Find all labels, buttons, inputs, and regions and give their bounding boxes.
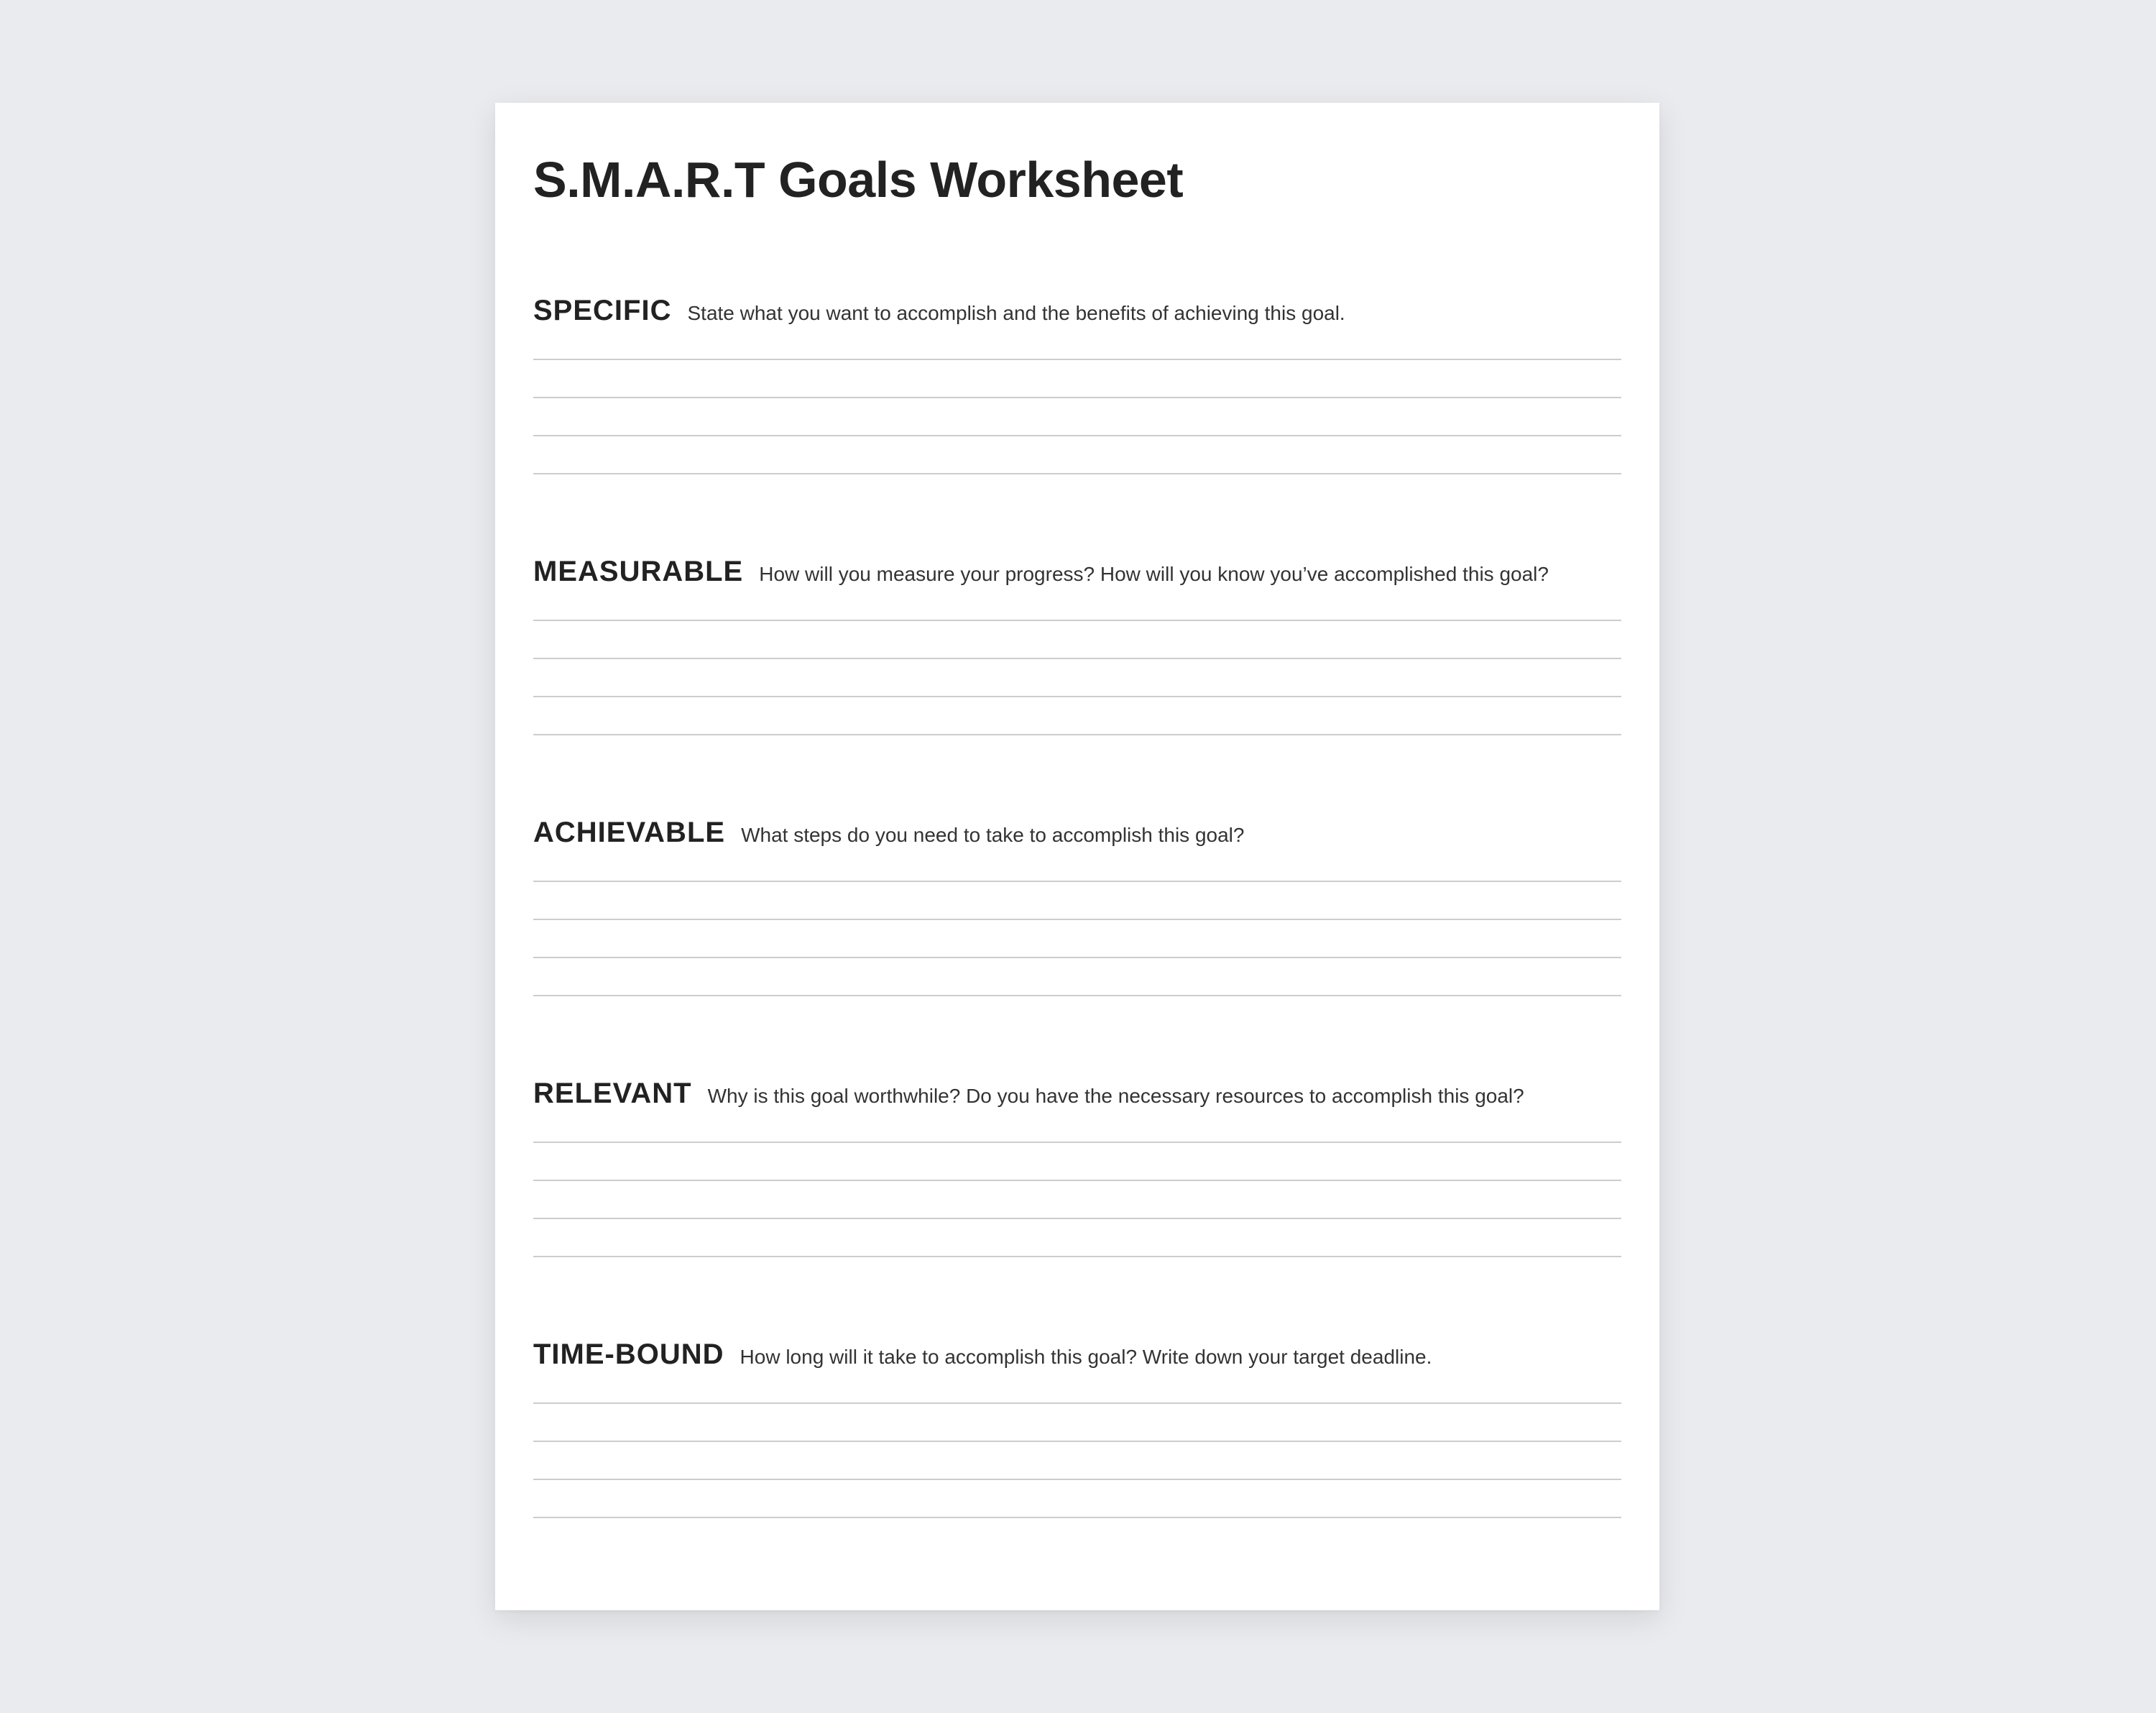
writing-line[interactable] [533, 1479, 1621, 1480]
section-relevant [533, 1072, 1621, 1295]
writing-line[interactable] [533, 620, 1621, 621]
section-label: RELEVANT [533, 1078, 692, 1109]
writing-line[interactable] [533, 881, 1621, 882]
section-header [533, 550, 1549, 593]
writing-line[interactable] [533, 397, 1621, 398]
writing-line[interactable] [533, 696, 1621, 697]
section-prompt: State what you want to accomplish and the benefits of achieving this goal. [687, 302, 1345, 324]
section-prompt: How long will it take to accomplish this goal? Write down your target deadline. [740, 1346, 1432, 1368]
writing-line[interactable] [533, 734, 1621, 735]
section-measurable [533, 550, 1621, 773]
writing-line[interactable] [533, 995, 1621, 996]
writing-line[interactable] [533, 1517, 1621, 1518]
section-header [533, 811, 1244, 854]
section-prompt: Why is this goal worthwhile? Do you have the necessary resources to accomplish this goal? [707, 1085, 1524, 1107]
writing-line[interactable] [533, 435, 1621, 436]
section-time-bound [533, 1333, 1621, 1556]
writing-line[interactable] [533, 957, 1621, 958]
section-achievable [533, 811, 1621, 1034]
writing-line[interactable] [533, 1218, 1621, 1219]
section-prompt: How will you measure your progress? How will you know you’ve accomplished this goal? [759, 563, 1549, 585]
section-label: MEASURABLE [533, 556, 744, 587]
writing-line[interactable] [533, 1441, 1621, 1442]
writing-line[interactable] [533, 1402, 1621, 1404]
writing-line[interactable] [533, 1256, 1621, 1257]
section-specific [533, 289, 1621, 512]
writing-line[interactable] [533, 919, 1621, 920]
writing-line[interactable] [533, 658, 1621, 659]
writing-line[interactable] [533, 473, 1621, 474]
page-title: S.M.A.R.T Goals Worksheet [533, 152, 1184, 208]
section-header [533, 289, 1345, 332]
section-label: SPECIFIC [533, 295, 672, 326]
writing-line[interactable] [533, 359, 1621, 360]
writing-line[interactable] [533, 1180, 1621, 1181]
section-label: TIME-BOUND [533, 1338, 724, 1370]
section-prompt: What steps do you need to take to accomplish this goal? [741, 824, 1245, 846]
worksheet-page [495, 103, 1659, 1610]
writing-line[interactable] [533, 1142, 1621, 1143]
section-header [533, 1333, 1432, 1376]
section-header [533, 1072, 1524, 1115]
section-label: ACHIEVABLE [533, 817, 726, 848]
